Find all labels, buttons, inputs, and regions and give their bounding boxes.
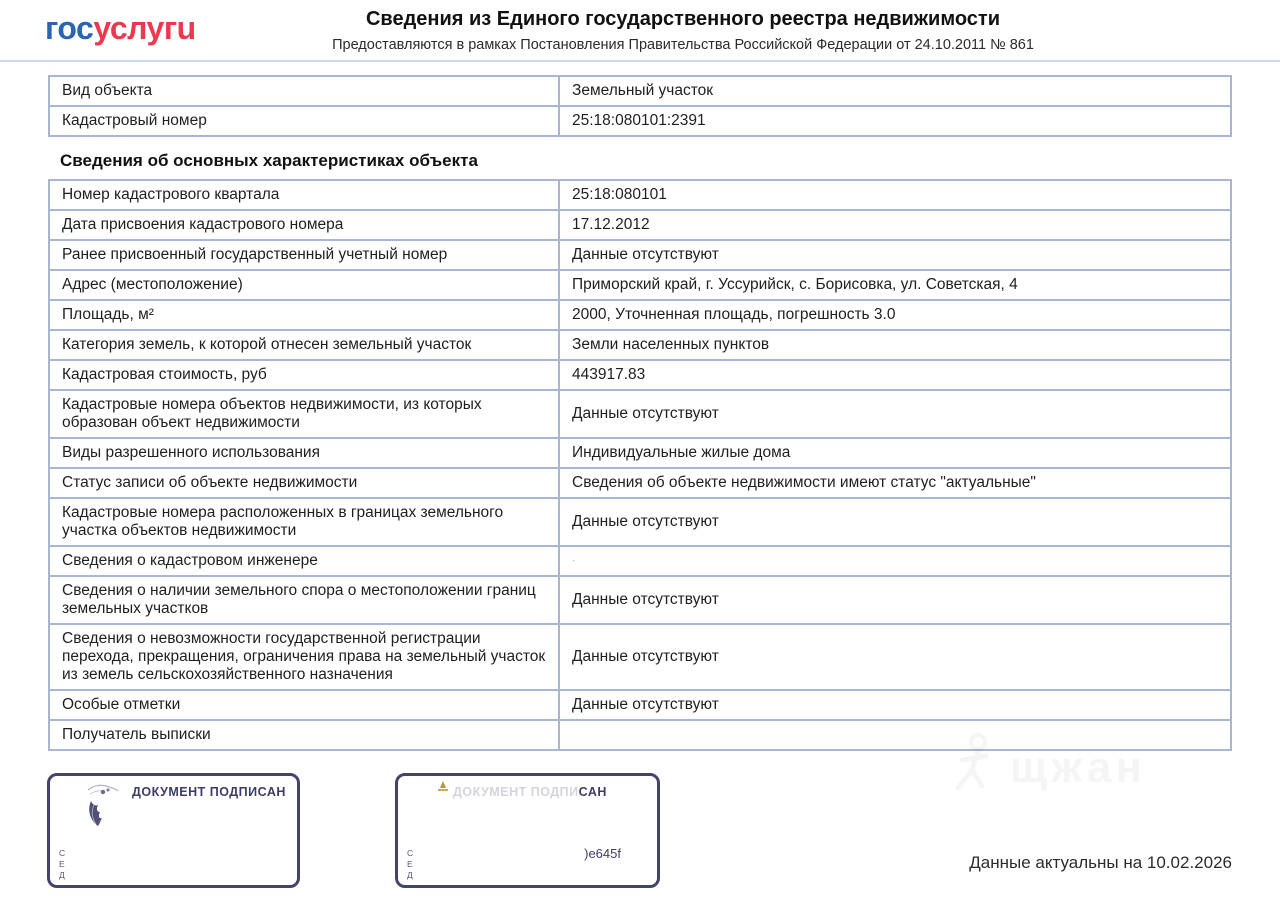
- row-value: Данные отсутствуют: [559, 498, 1231, 546]
- stamp-side-letters: [407, 848, 413, 880]
- side-letter: Д: [59, 870, 65, 880]
- side-letter: С: [407, 848, 414, 858]
- logo-part-u: u: [176, 10, 196, 46]
- table-row: [49, 468, 1231, 498]
- section-title: Сведения об основных характеристиках объекта: [60, 151, 478, 170]
- table-row: [49, 576, 1231, 624]
- side-letter: Е: [59, 859, 65, 869]
- row-label: Номер кадастрового квартала: [49, 180, 559, 210]
- side-letter: С: [59, 848, 66, 858]
- row-label: Виды разрешенного использования: [49, 438, 559, 468]
- row-label: Кадастровый номер: [49, 106, 559, 136]
- row-label: Кадастровые номера расположенных в границах земельного участка объектов недвижимости: [49, 498, 559, 546]
- row-label: Кадастровая стоимость, руб: [49, 360, 559, 390]
- row-value: Данные отсутствуют: [559, 624, 1231, 690]
- gosuslugi-logo: [45, 10, 196, 47]
- table-row: [49, 720, 1231, 750]
- row-value: Земли населенных пунктов: [559, 330, 1231, 360]
- table-row: [49, 180, 1231, 210]
- page-header: [0, 0, 1280, 62]
- row-label: Вид объекта: [49, 76, 559, 106]
- stamp-title: ДОКУМЕНТ ПОДПИСАН: [132, 785, 286, 799]
- row-label: Дата присвоения кадастрового номера: [49, 210, 559, 240]
- table-row: [49, 270, 1231, 300]
- data-actuality-note: Данные актуальны на 10.02.2026: [969, 853, 1232, 872]
- row-label: Получатель выписки: [49, 720, 559, 750]
- row-label: Сведения о наличии земельного спора о местоположении границ земельных участков: [49, 576, 559, 624]
- row-value: 2000, Уточненная площадь, погрешность 3.0: [559, 300, 1231, 330]
- table-row: [49, 690, 1231, 720]
- table-row: [49, 546, 1231, 576]
- stamp-title-visible: САН: [578, 785, 607, 799]
- row-value: 17.12.2012: [559, 210, 1231, 240]
- table-row: [49, 210, 1231, 240]
- row-value: 25:18:080101: [559, 180, 1231, 210]
- row-label: Статус записи об объекте недвижимости: [49, 468, 559, 498]
- table-row: [49, 498, 1231, 546]
- row-value: [559, 720, 1231, 750]
- table-row: [49, 240, 1231, 270]
- watermark-text: щжан: [1010, 742, 1146, 792]
- row-label: Категория земель, к которой отнесен земельный участок: [49, 330, 559, 360]
- certificate-hash-fragment: )e645f: [584, 846, 621, 861]
- row-value: Индивидуальные жилые дома: [559, 438, 1231, 468]
- row-label: Кадастровые номера объектов недвижимости, из которых образован объект недвижимости: [49, 390, 559, 438]
- stamp-title-faded: ДОКУМЕНТ ПОДПИ: [453, 785, 579, 799]
- row-value: Данные отсутствуют: [559, 240, 1231, 270]
- signature-stamp-2: [395, 773, 660, 888]
- row-value: Данные отсутствуют: [559, 576, 1231, 624]
- signature-stamp-1: [47, 773, 300, 888]
- page-subtitle: Предоставляются в рамках Постановления Правительства Российской Федерации от 24.10.2011 № 861: [332, 37, 1034, 53]
- table-row: [49, 330, 1231, 360]
- table-row: [49, 624, 1231, 690]
- row-label: Площадь, м²: [49, 300, 559, 330]
- object-details-table: [48, 179, 1232, 751]
- table-row: [49, 360, 1231, 390]
- table-row: [49, 438, 1231, 468]
- row-value: ·: [559, 546, 1231, 576]
- row-label: Адрес (местоположение): [49, 270, 559, 300]
- table-row: [49, 300, 1231, 330]
- row-label: Сведения о невозможности государственной регистрации перехода, прекращения, ограничения права на земельный участок из земель сельскохозяйственного назначения: [49, 624, 559, 690]
- table-row: [49, 76, 1231, 106]
- table-row: [49, 390, 1231, 438]
- rosreestr-eagle-icon: [82, 780, 126, 835]
- logo-part-blue: гос: [45, 10, 94, 46]
- row-value: 25:18:080101:2391: [559, 106, 1231, 136]
- side-letter: Д: [407, 870, 413, 880]
- row-label: Особые отметки: [49, 690, 559, 720]
- side-letter: Е: [407, 859, 413, 869]
- row-value: 443917.83: [559, 360, 1231, 390]
- row-value: Данные отсутствуют: [559, 390, 1231, 438]
- logo-part-red: услуг: [93, 10, 177, 46]
- page-title: Сведения из Единого государственного реестра недвижимости: [365, 8, 1001, 30]
- header-text-block: [268, 8, 1098, 53]
- table-row: [49, 106, 1231, 136]
- row-value: Приморский край, г. Уссурийск, с. Борисовка, ул. Советская, 4: [559, 270, 1231, 300]
- gold-emblem-icon: [436, 779, 450, 797]
- row-value: Сведения об объекте недвижимости имеют статус "актуальные": [559, 468, 1231, 498]
- row-label: Сведения о кадастровом инженере: [49, 546, 559, 576]
- row-value: Земельный участок: [559, 76, 1231, 106]
- stamp-side-letters: [59, 848, 65, 880]
- row-label: Ранее присвоенный государственный учетный номер: [49, 240, 559, 270]
- stamp-title: [453, 785, 607, 799]
- object-summary-table: [48, 75, 1232, 137]
- row-value: Данные отсутствуют: [559, 690, 1231, 720]
